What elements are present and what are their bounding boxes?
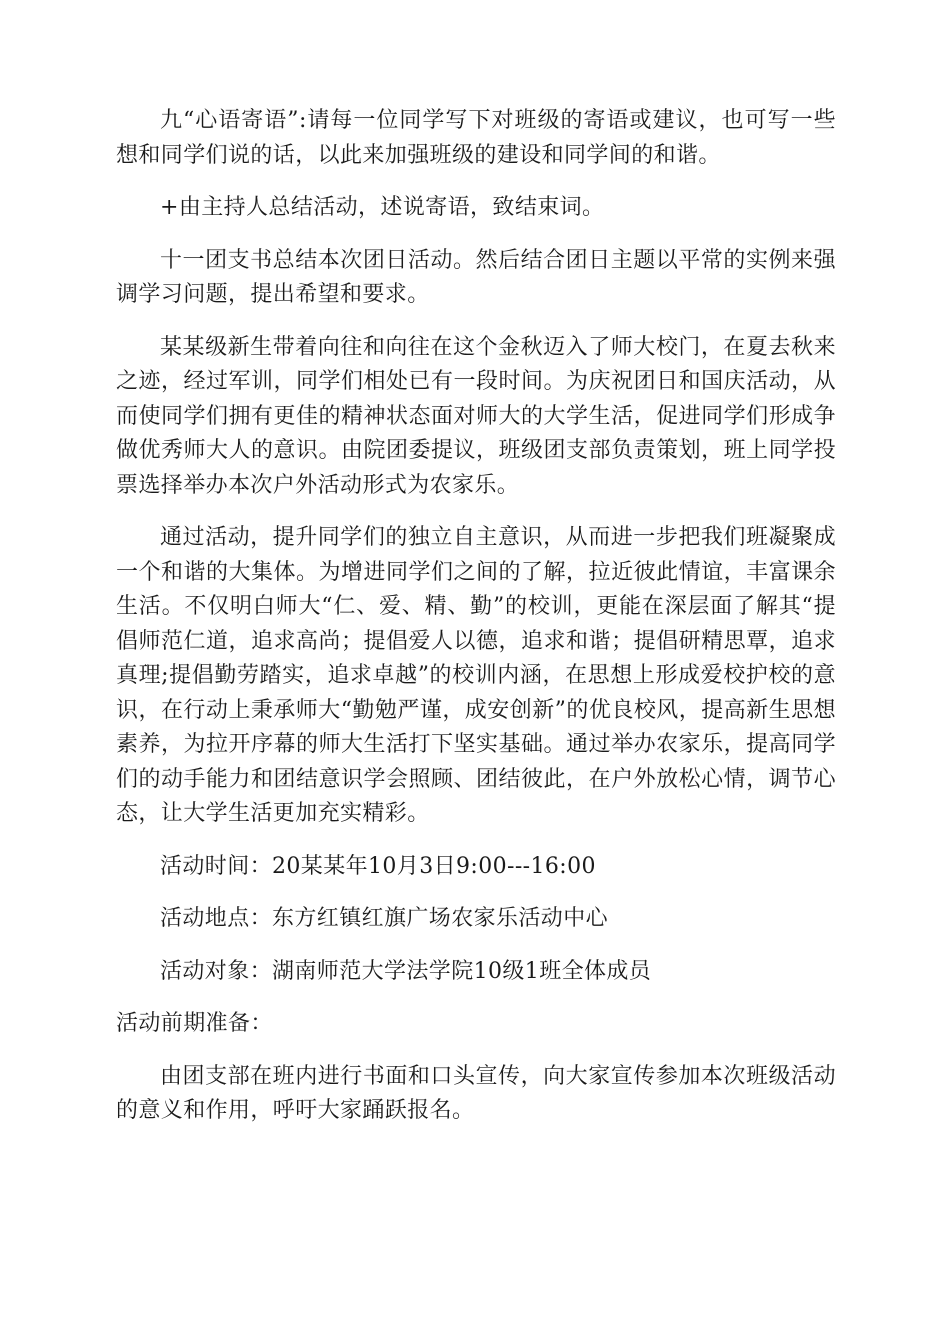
paragraph-purpose: 通过活动，提升同学们的独立自主意识，从而进一步把我们班凝聚成一个和谐的大集体。为增进同学们之间的了解，拉近彼此情谊，丰富课余生活。不仅明白师大“仁、爱、精、勤”的校训，更能在深层面了解其“提倡师范仁道，追求高尚；提倡爱人以德，追求和谐；提倡研精思覃，追求真理;提倡勤劳踏实，追求卓越”的校训内涵，在思想上形成爱校护校的意识，在行动上秉承师大“勤勉严谨，成安创新”的优良校风，提高新生思想素养，为拉开序幕的师大生活打下坚实基础。通过举办农家乐，提高同学们的动手能力和团结意识学会照顾、团结彼此，在户外放松心情，调节心态，让大学生活更加充实精彩。 [116, 525, 836, 826]
paragraph-activity-participants: 活动对象：湖南师范大学法学院10级1班全体成员 [160, 958, 652, 984]
paragraph-host-summary: +由主持人总结活动，述说寄语，致结束词。 [160, 195, 605, 220]
document-body [116, 104, 836, 1147]
paragraph-activity-location: 活动地点：东方红镇红旗广场农家乐活动中心 [160, 906, 609, 931]
paragraph-heart-message: 九“心语寄语”:请每一位同学写下对班级的寄语或建议，也可写一些想和同学们说的话，以此来加强班级的建设和同学间的和谐。 [116, 108, 836, 168]
paragraph-publicity: 由团支部在班内进行书面和口头宣传，向大家宣传参加本次班级活动的意义和作用，呼吁大家踊跃报名。 [116, 1063, 836, 1123]
paragraph-background: 某某级新生带着向往和向往在这个金秋迈入了师大校门，在夏去秋来之迹，经过军训，同学们相处已有一段时间。为庆祝团日和国庆活动，从而使同学们拥有更佳的精神状态面对师大的大学生活，促进同学们形成争做优秀师大人的意识。由院团委提议，班级团支部负责策划，班上同学投票选择举办本次户外活动形式为农家乐。 [116, 334, 836, 498]
paragraph-activity-time: 活动时间：20某某年10月3日9:00---16:00 [160, 853, 596, 879]
paragraph-secretary-summary: 十一团支书总结本次团日活动。然后结合团日主题以平常的实例来强调学习问题，提出希望和要求。 [116, 247, 836, 307]
paragraph-preparation-heading: 活动前期准备： [116, 1011, 273, 1036]
